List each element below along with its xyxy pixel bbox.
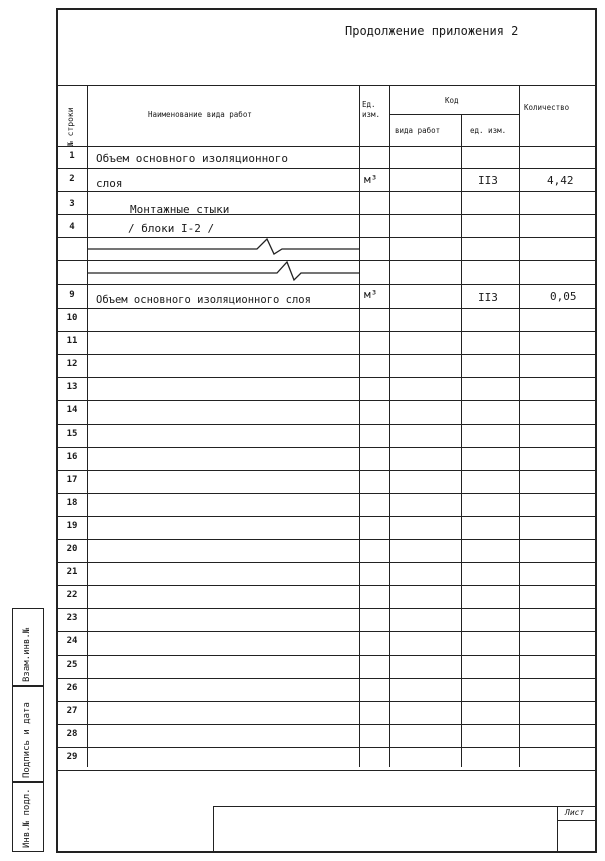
row-number: 12 — [66, 359, 78, 370]
row-line — [56, 770, 597, 771]
header-code-unit: ед. изм. — [470, 126, 507, 135]
footer-sheet-label: Лист — [565, 808, 585, 817]
col-line-2 — [359, 85, 360, 767]
break-mark — [87, 232, 359, 287]
row-line — [56, 331, 597, 332]
row-2-quantity: 4,42 — [547, 174, 574, 187]
header-bottom-line — [56, 146, 597, 147]
row-line — [56, 539, 597, 540]
footer-top-line — [213, 806, 597, 807]
row-2-code: II3 — [478, 174, 498, 187]
row-number: 9 — [69, 290, 75, 300]
row-line — [56, 424, 597, 425]
stamp-signature-date-label: Подпись и дата — [22, 702, 32, 778]
row-line — [56, 168, 597, 169]
row-number: 10 — [66, 313, 78, 323]
footer-left-line — [213, 806, 214, 853]
row-9-quantity: 0,05 — [550, 290, 577, 303]
footer-sheet-sub-line — [557, 820, 597, 821]
col-line-1 — [87, 85, 88, 767]
row-9-code: II3 — [478, 291, 498, 304]
row-number: 21 — [66, 567, 78, 578]
row-line — [56, 631, 597, 632]
row-4-text: / блоки I-2 / — [128, 222, 215, 235]
row-line — [56, 701, 597, 702]
row-number: 28 — [66, 728, 78, 739]
row-line — [56, 562, 597, 563]
row-line — [56, 678, 597, 679]
continuation-title: Продолжение приложения 2 — [345, 24, 519, 38]
row-line — [56, 516, 597, 517]
row-number: 15 — [66, 428, 78, 439]
stamp-inv-original-label: Инв.№ подл. — [22, 788, 32, 848]
footer-sheet-line — [557, 806, 558, 853]
row-line — [56, 585, 597, 586]
row-number: 19 — [66, 520, 78, 531]
col-line-4 — [461, 114, 462, 767]
header-unit: Ед. изм. — [362, 100, 381, 119]
header-code-work: вида работ — [395, 126, 441, 135]
row-line — [56, 608, 597, 609]
row-number: 17 — [66, 474, 78, 485]
row-line — [56, 377, 597, 378]
row-number: 2 — [69, 174, 75, 184]
row-number: 11 — [66, 336, 78, 347]
row-number: 20 — [66, 544, 78, 554]
row-line — [56, 747, 597, 748]
row-9-text: Объем основного изоляционного слоя — [96, 294, 311, 306]
row-line — [56, 400, 597, 401]
row-3-text: Монтажные стыки — [130, 203, 230, 216]
row-number: 27 — [66, 705, 78, 716]
row-2-text: слоя — [96, 177, 123, 190]
row-number: 26 — [66, 682, 78, 693]
header-top-line — [56, 85, 597, 86]
row-line — [56, 493, 597, 494]
header-work-name: Наименование вида работ — [148, 110, 252, 119]
col-line-3 — [389, 85, 390, 767]
row-line — [56, 655, 597, 656]
row-number: 25 — [66, 659, 78, 670]
row-line — [56, 470, 597, 471]
header-code: Код — [445, 96, 459, 105]
row-number: 4 — [69, 222, 75, 232]
row-line — [56, 724, 597, 725]
row-9-unit: м³ — [364, 288, 378, 301]
row-number: 16 — [66, 451, 78, 462]
row-line — [56, 354, 597, 355]
row-number: 22 — [66, 590, 78, 601]
row-number: 3 — [69, 199, 75, 209]
row-line — [56, 191, 597, 192]
row-number: 13 — [66, 382, 78, 393]
row-number: 23 — [66, 613, 78, 624]
row-number: 18 — [66, 497, 78, 508]
header-row-number: № строки — [66, 107, 75, 146]
col-line-5 — [519, 85, 520, 767]
row-number: 1 — [69, 151, 75, 161]
row-number: 24 — [66, 636, 78, 647]
row-line — [56, 308, 597, 309]
row-line — [56, 447, 597, 448]
row-2-unit: м³ — [364, 173, 378, 186]
stamp-inv-replace-label: Взам.инв.№ — [22, 627, 32, 682]
page-frame — [56, 8, 597, 853]
row-number: 29 — [66, 751, 78, 762]
code-sub-line — [389, 114, 519, 115]
row-1-text: Объем основного изоляционного — [96, 152, 289, 165]
row-number: 14 — [66, 405, 78, 416]
header-quantity: Количество — [524, 103, 570, 112]
